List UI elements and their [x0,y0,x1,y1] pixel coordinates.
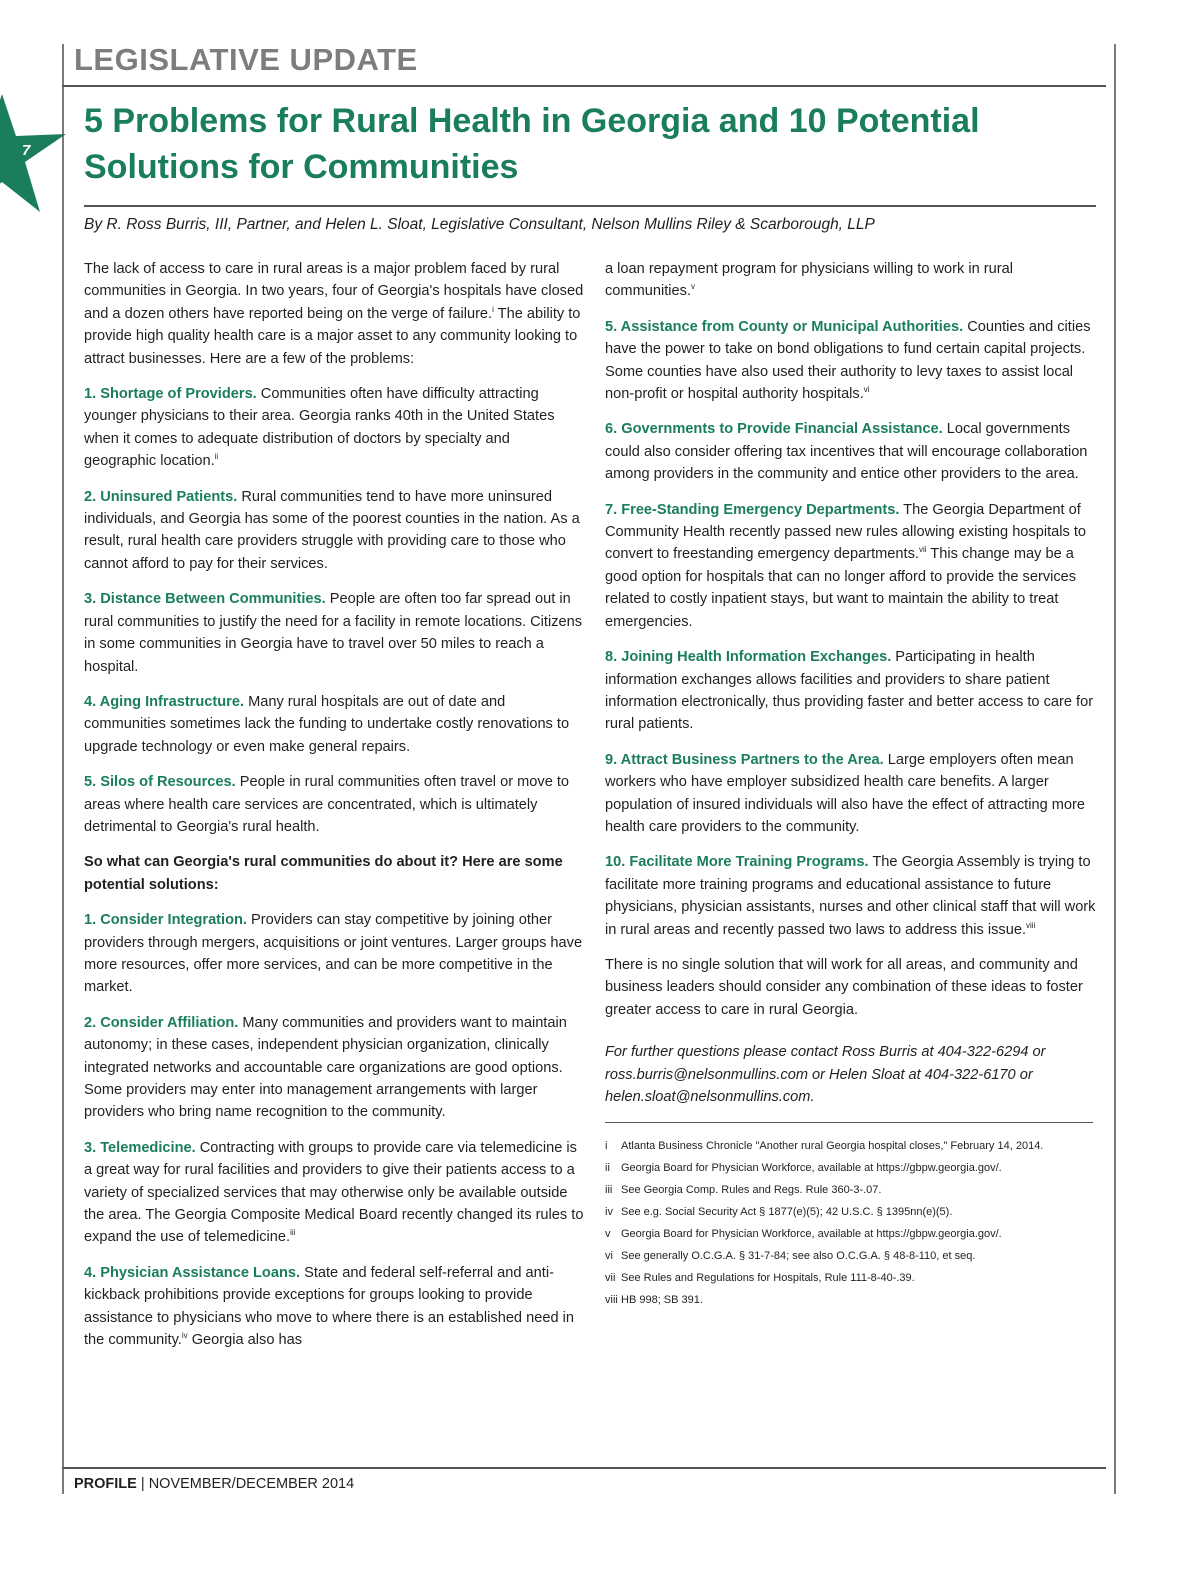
intro-paragraph [84,258,584,370]
solution-text: State and federal self-referral and anti-kickback prohibitions provide exceptions for groups looking to provide assistance to physicians who move to where there is an established need in the community. [84,1264,574,1349]
article-title: 5 Problems for Rural Health in Georgia and 10 Potential Solutions for Communities [84,102,980,186]
footnote-ref: v [690,282,695,292]
endnote-numeral: vii [605,1272,616,1285]
solution-text: The Georgia Assembly is trying to facilitate more training programs and educational assistance to future physicians, physician assistants, nurses and other clinical staff that will work in rural areas and recently passed two laws to address this issue. [605,854,1096,938]
solution-text: Counties and cities have the power to take on bond obligations to fund certain capital projects. Some counties have also used their authority to levy taxes to assist local non-profit or hospital authority hospitals. [605,318,1091,403]
solution-text: The Georgia Department of Community Health recently passed new rules allowing existing hospitals to convert to freestanding emergency departments. [605,501,1087,563]
problem-text: Communities often have difficulty attracting younger physicians to their area. Georgia ranks 40th in the United States when it comes to adequate distribution of doctors by specialty and geographic location. [84,386,555,470]
problem-heading: 1. Shortage of Providers. [84,386,257,403]
endnote-numeral: vi [605,1250,613,1263]
solution-text: Large employers often mean workers who have employer subsidized health care benefits. A larger population of insured individuals will also have the effect of attracting more health care providers to the community. [605,751,1085,835]
endnote-text: Georgia Board for Physician Workforce, available at https://gbpw.georgia.gov/. [621,1162,1002,1175]
page-number: 7 [22,142,31,159]
star-icon [0,92,70,214]
endnote [605,1245,1097,1267]
endnote-text: See e.g. Social Security Act § 1877(e)(5); 42 U.S.C. § 1395nn(e)(5). [621,1206,953,1219]
conclusion-paragraph: There is no single solution that will work for all areas, and community and business leaders should consider any combination of these ideas to foster greater access to care in rural Georgia. [605,956,1083,1018]
endnote-numeral: iv [605,1206,613,1219]
footnote-ref: iv [181,1331,188,1341]
footnote-ref: iii [290,1228,296,1238]
solution-heading: 9. Attract Business Partners to the Area. [605,751,884,768]
intro-text-cont: The ability to provide high quality health care is a major asset to any community looking to attract businesses. Here are a few of the problems: [84,305,581,367]
endnote-text: See generally O.C.G.A. § 31-7-84; see also O.C.G.A. § 48-8-110, et seq. [621,1250,976,1263]
problem-text: People in rural communities often travel or move to areas where health care services are concentrated, which is ultimately detrimental to Georgia's rural health. [84,774,570,835]
problem-item [84,486,584,576]
title-rule [84,205,1096,207]
solution-heading: 10. Facilitate More Training Programs. [605,854,869,871]
right-column [605,258,1097,1311]
endnote-text: HB 998; SB 391. [621,1294,703,1307]
solution-text: Contracting with groups to provide care via telemedicine is a great way for rural facilities and providers to give their patients access to a variety of specialized services that may otherwise only be available outside the area. The Georgia Composite Medical Board recently changed its rules to expand the use of telemedicine. [84,1139,584,1246]
endnote [605,1157,1097,1179]
solution-heading: 2. Consider Affiliation. [84,1014,239,1031]
footnote-ref: i [492,304,494,314]
endnote [605,1201,1097,1223]
problem-heading: 2. Uninsured Patients. [84,488,238,505]
page-footer [74,1476,354,1492]
solution-item [605,418,1097,485]
solution-heading: 1. Consider Integration. [84,912,247,929]
solution-text: Local governments could also consider offering tax incentives that will encourage collaboration among providers in the community and entice other providers to the area. [605,421,1088,483]
footnote-ref: viii [1026,920,1036,930]
footer-separator: | [140,1476,145,1492]
left-column [84,258,584,1364]
problem-heading: 3. Distance Between Communities. [84,591,326,608]
endnote [605,1179,1097,1201]
solution-heading: 8. Joining Health Information Exchanges. [605,649,892,666]
issue-date: NOVEMBER/DECEMBER 2014 [148,1476,355,1492]
endnote-text: Atlanta Business Chronicle "Another rural Georgia hospital closes," February 14, 2014. [621,1140,1044,1153]
continuation-text: a loan repayment program for physicians willing to work in rural communities. [605,261,1013,300]
endnotes-list [605,1135,1097,1311]
problem-item [84,771,584,838]
solution-text: Many communities and providers want to maintain autonomy; in these cases, independent physician organization, clinically integrated networks and accountable care organizations are good options. Some providers may enter into management arrangements with larger providers who bring name recognition to the community. [84,1014,567,1121]
endnotes-rule [605,1122,1093,1123]
endnote-numeral: v [605,1228,611,1241]
problem-item [84,691,584,758]
header-rule [62,85,1106,87]
solution-item [84,1262,584,1352]
problem-item [84,383,584,473]
solution-text-cont: This change may be a good option for hospitals that can no longer afford to provide the services related to costly inpatient stays, but want to maintain the ability to treat emergencies. [605,546,1077,630]
solution-item [605,851,1097,941]
solution-heading: 4. Physician Assistance Loans. [84,1264,301,1281]
endnote-numeral: iii [605,1184,613,1197]
endnote-text: See Rules and Regulations for Hospitals, Rule 111-8-40-.39. [621,1272,915,1285]
section-label: LEGISLATIVE UPDATE [74,42,418,77]
problem-text: People are often too far spread out in rural communities to justify the need for a facility in remote locations. Citizens in some communities in Georgia have to travel over 50 miles to reach a hospital. [84,591,583,675]
endnote-text: See Georgia Comp. Rules and Regs. Rule 360-3-.07. [621,1184,882,1197]
solution-item [84,1012,584,1124]
footer-rule [62,1467,1106,1469]
solution-item [605,749,1097,839]
contact-info: For further questions please contact Ross Burris at 404-322-6294 or ross.burris@nelsonmullins.com or Helen Sloat at 404-322-6170 or helen.sloat@nelsonmullins.com. [605,1044,1046,1105]
solutions-question: So what can Georgia's rural communities do about it? Here are some potential solutions: [84,854,563,893]
endnote-numeral: ii [605,1162,610,1175]
solution-item [84,909,584,999]
solution-heading: 3. Telemedicine. [84,1139,196,1156]
solution-heading: 5. Assistance from County or Municipal Authorities. [605,318,964,335]
problem-heading: 5. Silos of Resources. [84,774,236,791]
solution-heading: 7. Free-Standing Emergency Departments. [605,501,900,518]
solution-item [605,316,1097,406]
right-border-line [1114,44,1116,1494]
solution-text: Providers can stay competitive by joining other providers through mergers, acquisitions or joint ventures. Larger groups have more resources, offer more services, and can be more competitive in the market. [84,912,583,996]
endnote [605,1135,1097,1157]
left-border-line [62,44,64,1494]
solution-heading: 6. Governments to Provide Financial Assistance. [605,421,943,438]
continuation-paragraph [605,258,1097,303]
endnote [605,1289,1097,1311]
star-shape [0,94,66,212]
intro-text: The lack of access to care in rural areas is a major problem faced by rural communities in Georgia. In two years, four of Georgia's hospitals have closed and a dozen others have reported being on the verge of failure. [84,261,584,322]
solution-item [605,499,1097,633]
endnote-numeral: viii [605,1294,618,1307]
problem-text: Many rural hospitals are out of date and communities sometimes lack the funding to undertake costly renovations to upgrade technology or even make general repairs. [84,693,570,755]
footnote-ref: vii [918,545,927,555]
footnote-ref: ii [214,452,219,462]
endnote-numeral: i [605,1140,608,1153]
problem-item [84,588,584,678]
solution-text: Participating in health information exchanges allows facilities and providers to share patient information electronically, thus providing faster and better access to care for rural patients. [605,649,1094,733]
endnote-text: Georgia Board for Physician Workforce, available at https://gbpw.georgia.gov/. [621,1228,1002,1241]
problem-heading: 4. Aging Infrastructure. [84,693,245,710]
solution-item [605,646,1097,736]
byline: By R. Ross Burris, III, Partner, and Helen L. Sloat, Legislative Consultant, Nelson Mullins Riley & Scarborough, LLP [84,216,875,233]
endnote [605,1267,1097,1289]
solution-text-cont: Georgia also has [187,1332,303,1349]
solution-item [84,1137,584,1249]
endnote [605,1223,1097,1245]
problem-text: Rural communities tend to have more uninsured individuals, and Georgia has some of the poorest counties in the nation. As a result, rural health care providers struggle with providing care to those who cannot afford to pay for their services. [84,488,580,572]
publication-name: PROFILE [74,1476,137,1492]
footnote-ref: vi [863,385,870,395]
